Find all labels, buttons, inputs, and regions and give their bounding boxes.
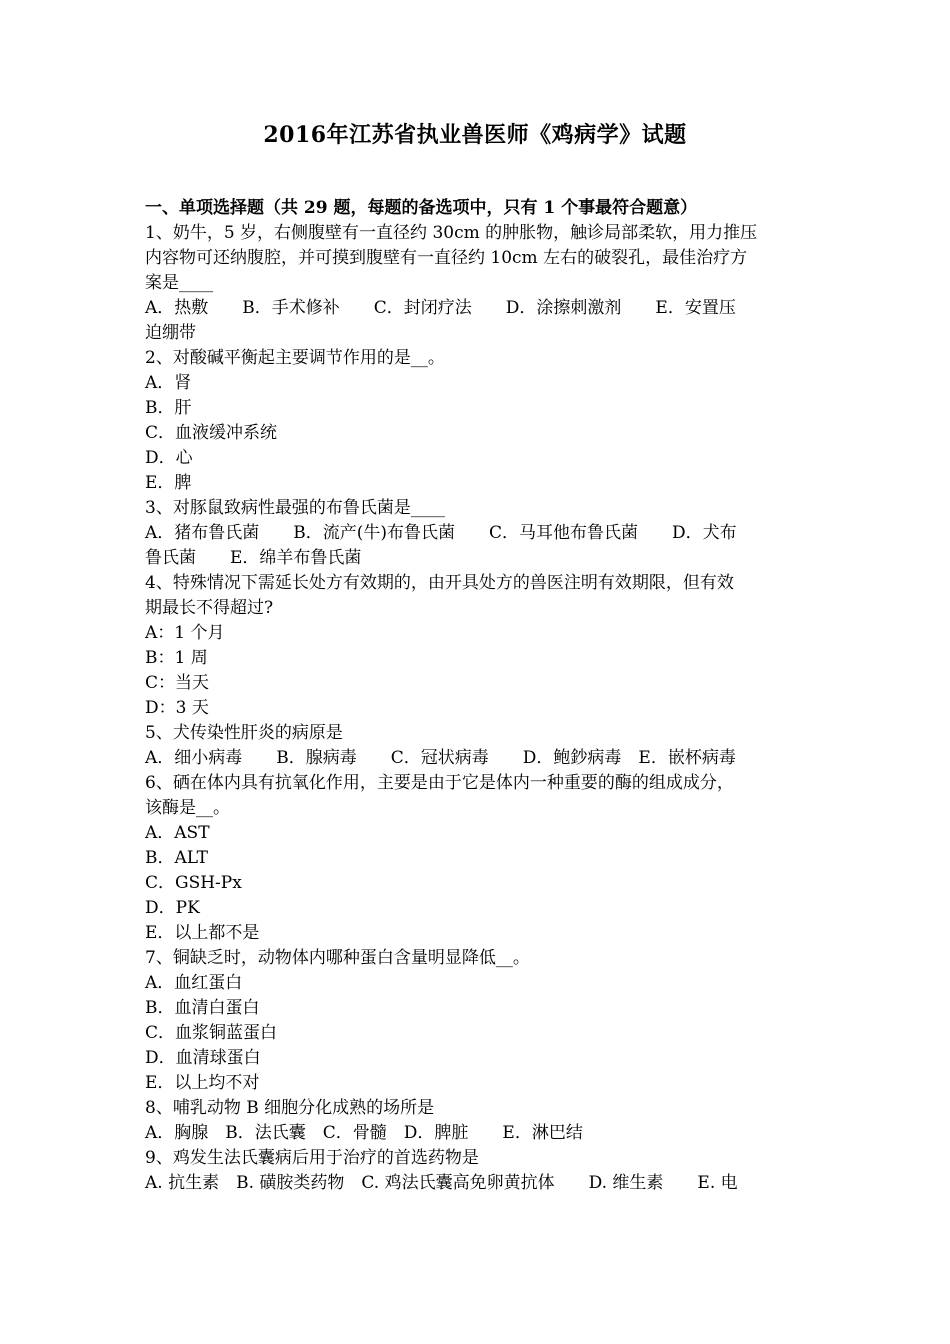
text-line: 内容物可还纳腹腔，并可摸到腹壁有一直径约 10cm 左右的破裂孔，最佳治疗方 [145,248,748,268]
text-line: A．胸腺 B．法氏囊 C．骨髓 D．脾脏 E．淋巴结 [145,1123,583,1143]
text-line: C．GSH-Px [145,873,242,893]
text-line: C．血浆铜蓝蛋白 [145,1023,278,1043]
text-line: 7、铜缺乏时，动物体内哪种蛋白含量明显降低__。 [145,948,530,968]
text-line: A. 抗生素 B. 磺胺类药物 C. 鸡法氏囊高免卵黄抗体 D. 维生素 E. 电 [145,1173,738,1193]
text-line: A．细小病毒 B．腺病毒 C．冠状病毒 D．鲍鈔病毒 E．嵌杯病毒 [145,748,736,768]
text-line: B：1 周 [145,648,208,668]
text-line: E．以上都不是 [145,923,260,943]
text-line: C：当天 [145,673,210,693]
text-line: 6、硒在体内具有抗氧化作用，主要是由于它是体内一种重要的酶的组成成分， [145,773,734,793]
text-line: D：3 天 [145,698,209,718]
text-line: D．PK [145,898,200,918]
section-heading: 一、单项选择题（共 29 题，每题的备选项中，只有 1 个事最符合题意） [145,198,698,218]
text-line: C．血液缓冲系统 [145,423,278,443]
document-body [145,196,809,1196]
text-line: A：1 个月 [145,623,225,643]
text-line: 该酶是__。 [145,798,230,818]
text-line: B．ALT [145,848,209,868]
document-title: 2016年江苏省执业兽医师《鸡病学》试题 [263,122,687,148]
text-line: 8、哺乳动物 B 细胞分化成熟的场所是 [145,1098,435,1118]
text-line: 案是____ [145,273,213,293]
text-line: D．心 [145,448,193,468]
text-line: 5、犬传染性肝炎的病原是 [145,723,343,743]
text-line: 3、对豚鼠致病性最强的布鲁氏菌是____ [145,498,445,518]
text-line: 9、鸡发生法氏囊病后用于治疗的首选药物是 [145,1148,479,1168]
text-line: 鲁氏菌 E．绵羊布鲁氏菌 [145,548,362,568]
text-line: 2、对酸碱平衡起主要调节作用的是__。 [145,348,445,368]
text-line: A．热敷 B．手术修补 C．封闭疗法 D．涂擦刺激剂 E．安置压 [145,298,736,318]
text-line: D．血清球蛋白 [145,1048,261,1068]
text-line: A．AST [145,823,210,843]
text-line: E．脾 [145,473,192,493]
text-line: 1、奶牛，5 岁，右侧腹壁有一直径约 30cm 的肿胀物，触诊局部柔软，用力推压 [145,223,758,243]
text-line: B．血清白蛋白 [145,998,260,1018]
text-line: A．猪布鲁氏菌 B．流产(牛)布鲁氏菌 C．马耳他布鲁氏菌 D．犬布 [145,523,737,543]
text-line: 迫绷带 [145,323,196,343]
text-line: A．血红蛋白 [145,973,243,993]
text-line: 期最长不得超过? [145,598,274,618]
text-line: A．肾 [145,373,192,393]
text-line: B．肝 [145,398,192,418]
text-line: E．以上均不对 [145,1073,260,1093]
text-line: 4、特殊情况下需延长处方有效期的，由开具处方的兽医注明有效期限，但有效 [145,573,734,593]
